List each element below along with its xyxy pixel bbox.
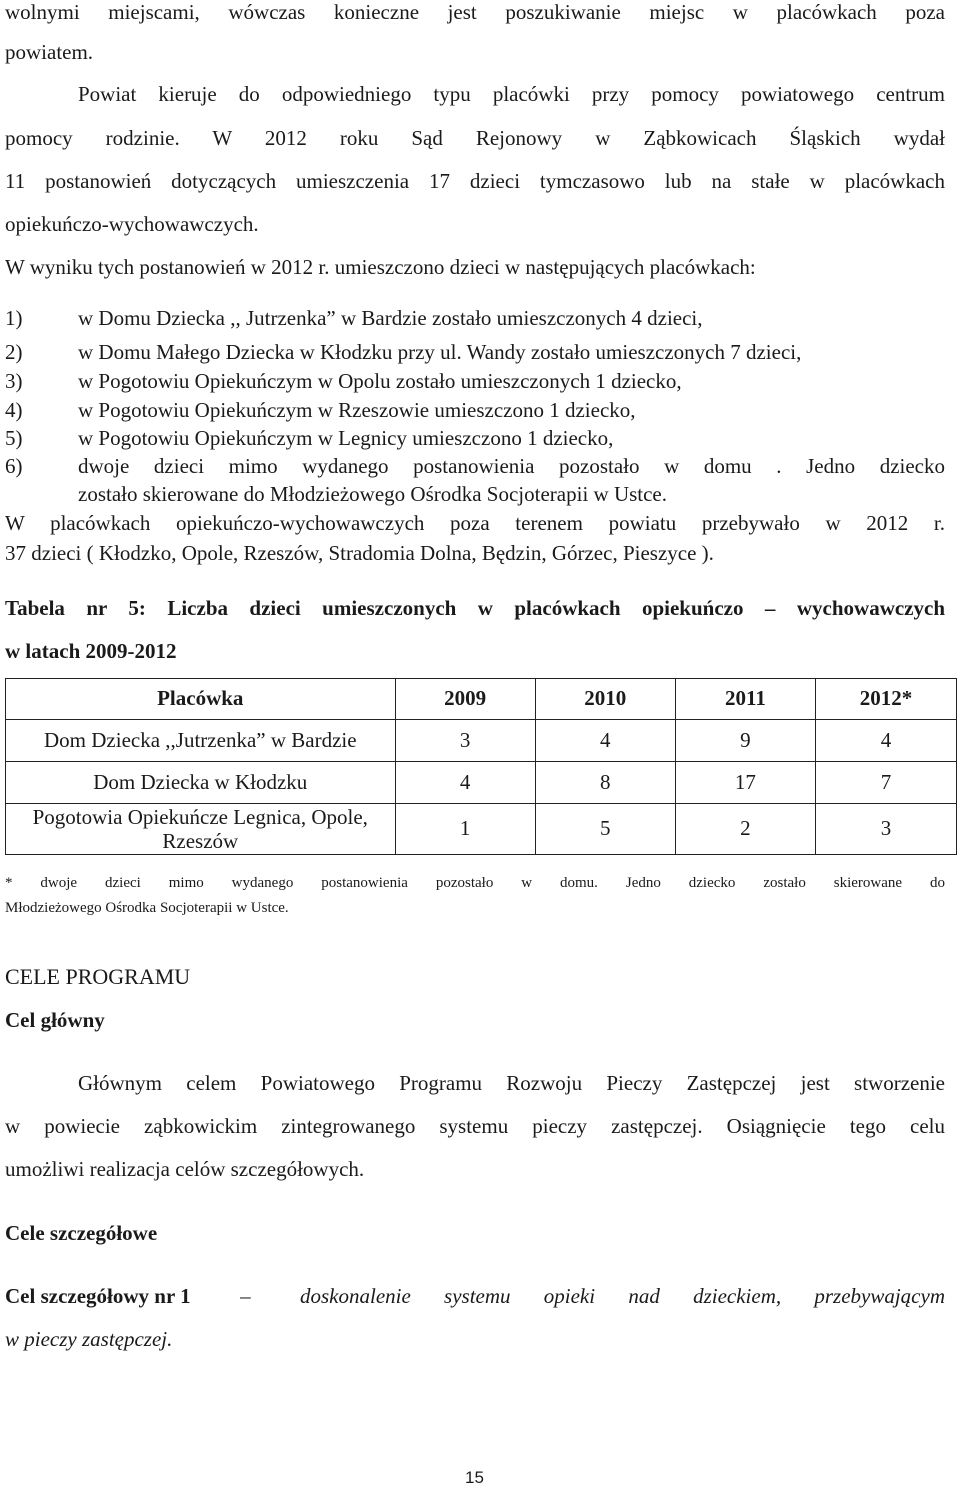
header-cell: 2011: [675, 679, 815, 720]
paragraph-line: 37 dzieci ( Kłodzko, Opole, Rzeszów, Stradomia Dolna, Będzin, Górzec, Pieszyce ).: [5, 541, 714, 565]
table-cell: 9: [675, 720, 815, 762]
list-item: w Pogotowiu Opiekuńczym w Legnicy umieszczono 1 dziecko,: [78, 426, 614, 450]
list-item-number: 1): [5, 306, 23, 330]
paragraph-line: w powiecie ząbkowickim zintegrowanego systemu pieczy zastępczej. Osiągnięcie tego celu: [5, 1114, 945, 1138]
list-item-number: 4): [5, 398, 23, 422]
table-footnote-line-2: Młodzieżowego Ośrodka Socjoterapii w Ustce.: [5, 900, 289, 916]
paragraph-line: umożliwi realizacja celów szczegółowych.: [5, 1157, 365, 1181]
paragraph-line: powiatem.: [5, 40, 94, 64]
list-item: dwoje dzieci mimo wydanego postanowienia pozostało w domu . Jedno dziecko: [78, 454, 945, 478]
paragraph-line: Powiat kieruje do odpowiedniego typu placówki przy pomocy powiatowego centrum: [78, 82, 945, 106]
table-cell: 8: [535, 762, 675, 804]
list-item: w Pogotowiu Opiekuńczym w Rzeszowie umieszczono 1 dziecko,: [78, 398, 636, 422]
table-header-row: [6, 679, 957, 720]
table-cell: 17: [675, 762, 815, 804]
table-cell: 1: [395, 804, 535, 855]
table-caption: Tabela nr 5: Liczba dzieci umieszczonych w placówkach opiekuńczo – wychowawczych: [5, 596, 945, 620]
header-cell: 2009: [395, 679, 535, 720]
list-item: w Pogotowiu Opiekuńczym w Opolu zostało umieszczonych 1 dziecko,: [78, 369, 682, 393]
paragraph-line: pomocy rodzinie. W 2012 roku Sąd Rejonowy w Ząbkowicach Śląskich wydał: [5, 126, 945, 150]
list-item-number: 3): [5, 369, 23, 393]
table-cell: 3: [395, 720, 535, 762]
table-cell: Dom Dziecka ,,Jutrzenka” w Bardzie: [6, 720, 396, 762]
specific-goal-1-dash: –: [240, 1284, 251, 1308]
list-item: w Domu Małego Dziecka w Kłodzku przy ul. Wandy zostało umieszczonych 7 dzieci,: [78, 340, 802, 364]
specific-goal-1-label: Cel szczegółowy nr 1: [5, 1284, 191, 1308]
table-row: [6, 720, 957, 762]
page-number: 15: [465, 1468, 484, 1487]
table-row: [6, 762, 957, 804]
table-cell: 4: [815, 720, 956, 762]
list-item-continuation: zostało skierowane do Młodzieżowego Ośrodka Socjoterapii w Ustce.: [78, 482, 668, 506]
header-cell: 2010: [535, 679, 675, 720]
list-item-number: 5): [5, 426, 23, 450]
header-cell: 2012*: [815, 679, 956, 720]
placements-table: [5, 678, 957, 855]
paragraph-line: 11 postanowień dotyczących umieszczenia 17 dzieci tymczasowo lub na stałe w placówkach: [5, 169, 945, 193]
table-cell: 4: [395, 762, 535, 804]
list-item-number: 6): [5, 454, 23, 478]
table-cell: Pogotowia Opiekuńcze Legnica, Opole, Rzeszów: [6, 804, 396, 855]
section-title: CELE PROGRAMU: [5, 964, 191, 989]
specific-goal-1-text: doskonalenie systemu opieki nad dzieckiem, przebywającym: [300, 1284, 945, 1308]
table-cell: 4: [535, 720, 675, 762]
table-cell: 7: [815, 762, 956, 804]
specific-goal-1-text-line-2: w pieczy zastępczej.: [5, 1327, 173, 1351]
table-cell: 2: [675, 804, 815, 855]
list-item-number: 2): [5, 340, 23, 364]
list-item: w Domu Dziecka ,, Jutrzenka” w Bardzie zostało umieszczonych 4 dzieci,: [78, 306, 703, 330]
paragraph-line: opiekuńczo-wychowawczych.: [5, 212, 259, 236]
table-cell: 5: [535, 804, 675, 855]
table-row: [6, 804, 957, 855]
table-caption-line-2: w latach 2009-2012: [5, 639, 177, 663]
specific-goals-heading: Cele szczegółowe: [5, 1221, 158, 1245]
header-cell: Placówka: [6, 679, 396, 720]
main-goal-heading: Cel główny: [5, 1008, 105, 1032]
specific-goal-1: [5, 1284, 945, 1309]
paragraph-line: Głównym celem Powiatowego Programu Rozwoju Pieczy Zastępczej jest stworzenie: [78, 1071, 945, 1095]
paragraph-line: wolnymi miejscami, wówczas konieczne jest poszukiwanie miejsc w placówkach poza: [5, 0, 945, 24]
paragraph-line: W wyniku tych postanowień w 2012 r. umieszczono dzieci w następujących placówkach:: [5, 255, 756, 279]
table-cell: Dom Dziecka w Kłodzku: [6, 762, 396, 804]
paragraph-line: W placówkach opiekuńczo-wychowawczych poza terenem powiatu przebywało w 2012 r.: [5, 511, 945, 535]
table-footnote: * dwoje dzieci mimo wydanego postanowienia pozostało w domu. Jedno dziecko zostało skierowane do: [5, 875, 945, 891]
table-cell: 3: [815, 804, 956, 855]
